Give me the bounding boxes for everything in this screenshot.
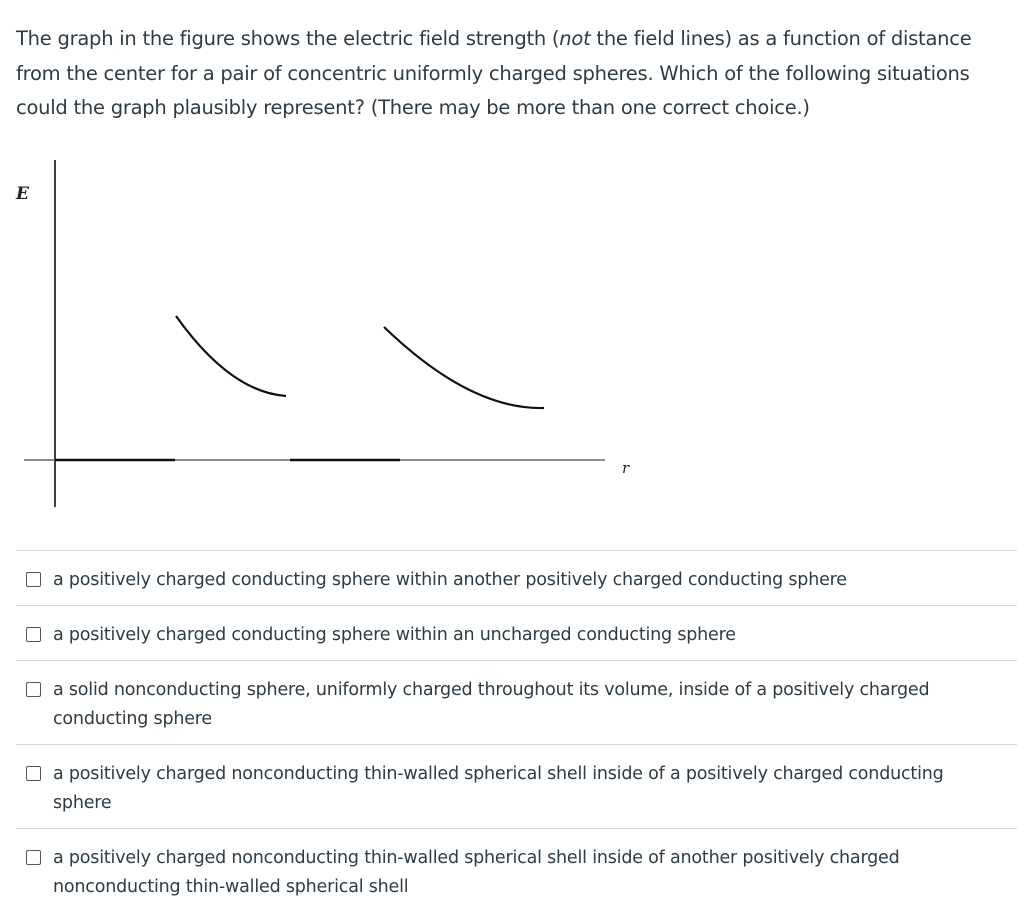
answer-label-2: a positively charged conducting sphere within an uncharged conducting sphere [53,625,736,645]
answer-label-5: a positively charged nonconducting thin-walled spherical shell inside of another positively charged nonconducting thin-walled spherical shell [53,848,900,897]
answer-label-4: a positively charged nonconducting thin-walled spherical shell inside of a positively charged conducting sphere [53,764,944,813]
answer-list [16,550,1017,908]
answer-checkbox-3[interactable] [26,682,41,697]
answer-label-1: a positively charged conducting sphere within another positively charged conducting sphere [53,570,847,590]
question-text-start: The graph in the figure shows the electric field strength ( [16,27,560,50]
x-axis-label: r [622,459,630,477]
answer-label-3: a solid nonconducting sphere, uniformly charged throughout its volume, inside of a positively charged conducting sphere [53,680,930,729]
answer-checkbox-2[interactable] [26,627,41,642]
answer-option-5[interactable] [16,828,1017,908]
field-curve-first [176,316,286,396]
question-emphasis: not [559,27,591,50]
y-axis-label: E [16,184,29,204]
answer-option-1[interactable] [16,550,1017,605]
answer-option-4[interactable] [16,744,1017,828]
question-text [16,22,1016,126]
question-text-end: the field lines) as a function of distance from the center for a pair of concentric uniformly charged spheres. Which of the following situations could the graph plausibly represent? (There may be more than one correct choice.) [16,27,972,119]
answer-checkbox-4[interactable] [26,766,41,781]
answer-option-2[interactable] [16,605,1017,660]
answer-option-3[interactable] [16,660,1017,744]
answer-checkbox-5[interactable] [26,850,41,865]
answer-checkbox-1[interactable] [26,572,41,587]
field-graph [0,150,660,520]
field-curve-outer [384,327,544,408]
